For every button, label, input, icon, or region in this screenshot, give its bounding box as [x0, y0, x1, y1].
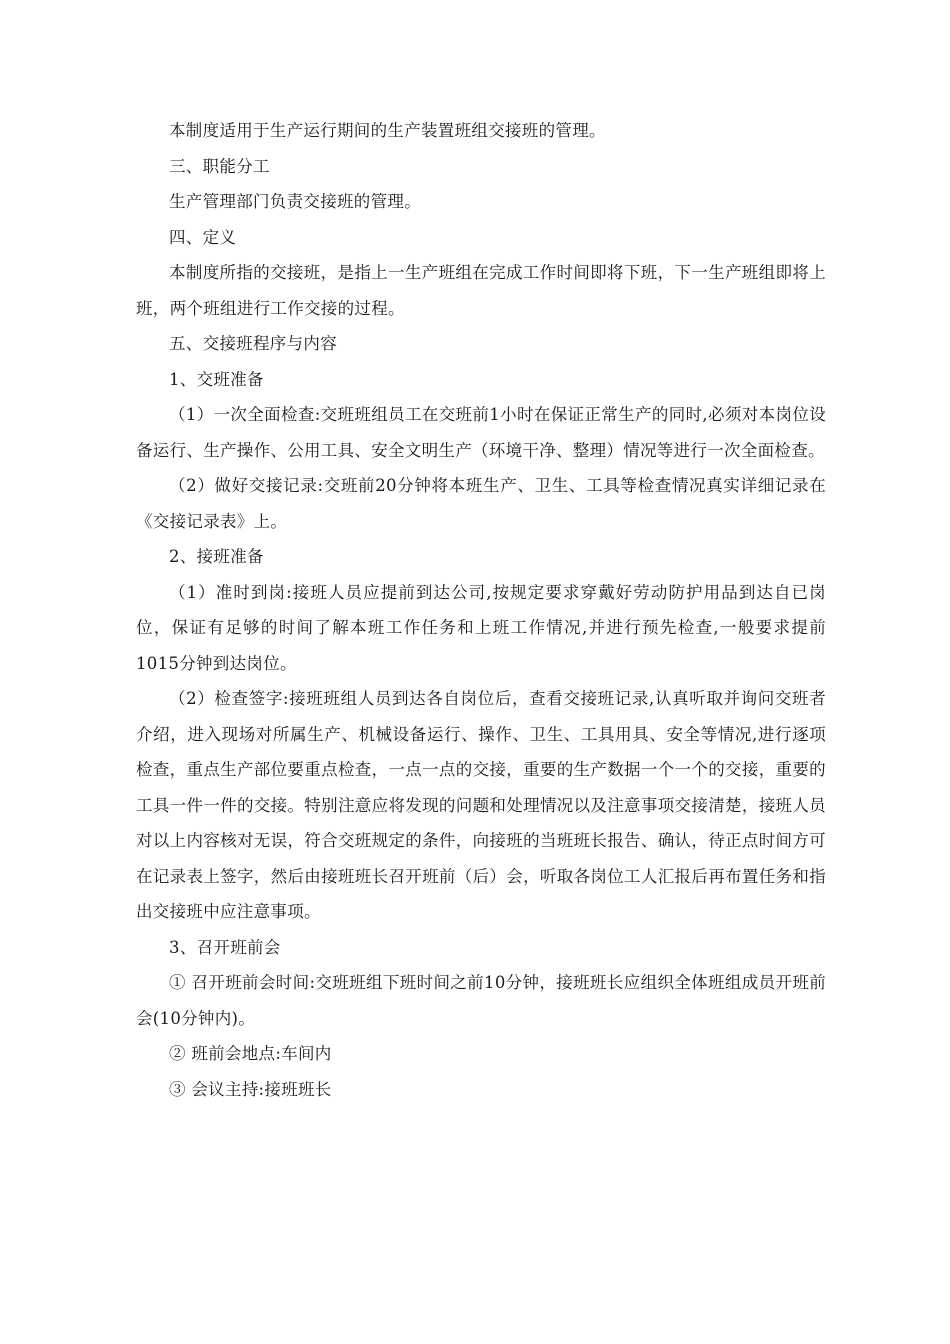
subheading-handover-prep: 1、交班准备 — [169, 369, 264, 389]
section-heading-responsibilities: 三、职能分工 — [169, 156, 270, 176]
takeover-item-2: （2）检查签字:接班班组人员到达各自岗位后，查看交接班记录,认真听取并询问交班者介绍，进入现场对所属生产、机械设备运行、操作、卫生、工具用具、安全等情况,进行逐项检查，重点生产部位要重点检查，一点一点的交接，重要的生产数据一个一个的交接，重要的工具一件一件的交接。特别注意应将发现的问题和处理情况以及注意事项交接清楚，接班人员对以上内容核对无误，符合交班规定的条件，向接班的当班班长报告、确认，待正点时间方可在记录表上签字，然后由接班班长召开班前（后）会，听取各岗位工人汇报后再布置任务和指出交接班中应注意事项。 — [136, 689, 826, 921]
subheading-pre-shift-meeting: 3、召开班前会 — [169, 937, 281, 957]
section-heading-procedure: 五、交接班程序与内容 — [169, 334, 337, 353]
meeting-item-location: ② 班前会地点:车间内 — [169, 1044, 332, 1063]
handover-item-2: （2）做好交接记录:交班前20分钟将本班生产、卫生、工具等检查情况真实详细记录在《交接记录表》上。 — [136, 476, 826, 531]
takeover-item-1: （1）准时到岗:接班人员应提前到达公司,按规定要求穿戴好劳动防护用品到达自已岗位，保证有足够的时间了解本班工作任务和上班工作情况,并进行预先检查,一般要求提前1015分钟到达岗位。 — [136, 582, 826, 673]
meeting-item-time: ① 召开班前会时间:交班班组下班时间之前10分钟，接班班长应组织全体班组成员开班前会(10分钟内)。 — [136, 973, 826, 1028]
responsibilities-paragraph: 生产管理部门负责交接班的管理。 — [169, 192, 421, 211]
document-body — [136, 113, 826, 1107]
handover-item-1: （1）一次全面检查:交班班组员工在交班前1小时在保证正常生产的同时,必须对本岗位设备运行、生产操作、公用工具、安全文明生产（环境干净、整理）情况等进行一次全面检查。 — [136, 405, 826, 460]
definition-paragraph: 本制度所指的交接班，是指上一生产班组在完成工作时间即将下班，下一生产班组即将上班，两个班组进行工作交接的过程。 — [136, 263, 826, 318]
subheading-takeover-prep: 2、接班准备 — [169, 547, 264, 566]
section-heading-definition: 四、定义 — [169, 227, 237, 247]
scope-paragraph: 本制度适用于生产运行期间的生产装置班组交接班的管理。 — [169, 121, 606, 140]
meeting-item-host: ③ 会议主持:接班班长 — [169, 1079, 332, 1099]
